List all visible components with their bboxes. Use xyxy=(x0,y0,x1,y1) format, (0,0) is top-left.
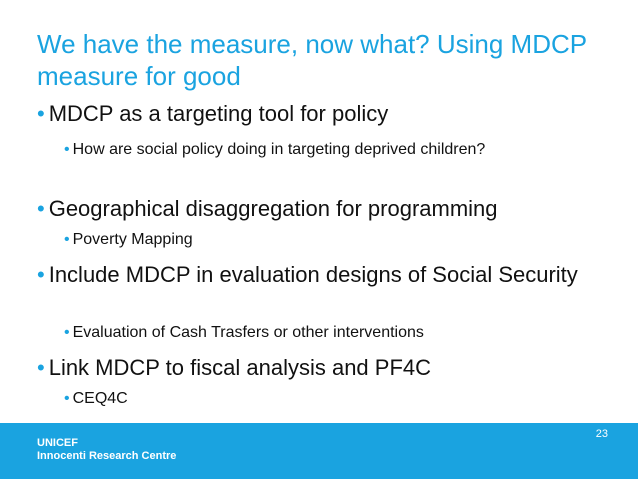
bullet-dot-icon: • xyxy=(64,141,70,158)
org-name: UNICEF xyxy=(37,437,78,449)
bullet-item xyxy=(37,196,584,222)
sub-bullet-item xyxy=(64,140,544,160)
bullet-dot-icon: • xyxy=(37,355,45,380)
bullet-text: Geographical disaggregation for programming xyxy=(48,196,498,221)
organization-logo xyxy=(37,437,176,463)
bullet-item xyxy=(37,101,584,127)
bullet-text: MDCP as a targeting tool for policy xyxy=(48,101,389,126)
bullet-dot-icon: • xyxy=(37,196,45,221)
bullet-dot-icon: • xyxy=(64,231,70,248)
sub-bullet-text: Poverty Mapping xyxy=(72,231,193,248)
sub-bullet-text: How are social policy doing in targeting deprived children? xyxy=(72,141,486,158)
sub-bullet-item xyxy=(64,389,128,409)
sub-bullet-text: Evaluation of Cash Trasfers or other interventions xyxy=(72,324,424,341)
sub-bullet-text: CEQ4C xyxy=(72,390,128,407)
bullet-dot-icon: • xyxy=(37,101,45,126)
bullet-dot-icon: • xyxy=(64,390,70,407)
sub-bullet-item xyxy=(64,230,193,250)
sub-bullet-item xyxy=(64,323,424,343)
bullet-item xyxy=(37,262,584,288)
bullet-text: Link MDCP to fiscal analysis and PF4C xyxy=(48,355,432,380)
footer-bar xyxy=(0,423,638,479)
bullet-dot-icon: • xyxy=(37,262,45,287)
page-number: 23 xyxy=(595,428,608,440)
org-subname: Innocenti Research Centre xyxy=(37,450,177,462)
slide-title: We have the measure, now what? Using MDCP measure for good xyxy=(37,29,587,91)
bullet-dot-icon: • xyxy=(64,324,70,341)
bullet-text: Include MDCP in evaluation designs of Social Security xyxy=(48,262,578,287)
bullet-item xyxy=(37,355,584,381)
